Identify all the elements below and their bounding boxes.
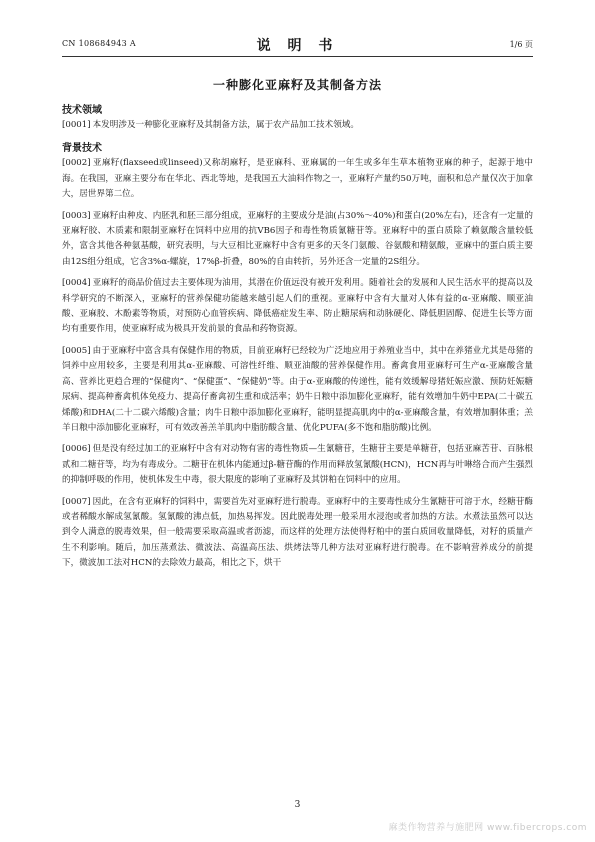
paragraph-number: [0005] (62, 345, 91, 356)
paragraph-text: 亚麻籽由种皮、内胚乳和胚三部分组成，亚麻籽的主要成分是油(占30%～40%)和蛋白(20%左右)，还含有一定量的亚麻籽胶、木质素和限制亚麻籽在饲料中应用的抗VB6因子和毒性物质氰糖苷等。亚麻籽中的蛋白质除了赖氨酸含量较低外，富含其他各种氨基酸，研究表明，与大豆相比亚麻籽中含有更多的天冬门氨酸、谷氨酸和精氨酸，亚麻中的蛋白质主要由12S组分组成，它含3%α-螺旋，17%β-折叠，80%的自由转折，另外还含一定量的2S组分。 (62, 210, 533, 267)
paragraph-0004 (62, 276, 533, 338)
paragraph-text: 亚麻籽(flaxseed或linseed)又称胡麻籽，是亚麻科、亚麻属的一年生或多年生草本植物亚麻的种子，起源于地中海。在我国，亚麻主要分布在华北、西北等地，是我国五大油料作物之一，亚麻籽产量约50万吨，面积和总产量仅次于加拿大，居世界第二位。 (62, 158, 533, 200)
section-heading-technical-field: 技术领域 (62, 105, 102, 116)
paragraph-0007 (62, 495, 533, 572)
paragraph-0001 (62, 118, 533, 133)
paragraph-text: 由于亚麻籽中富含具有保健作用的物质，目前亚麻籽已经较为广泛地应用于养殖业当中，其中在养猪业尤其是母猪的饲养中应用较多，主要是利用其α-亚麻酸、可溶性纤维、顺亚油酸的营养保健作用。畜禽食用亚麻籽可生产α-亚麻酸含量高、营养比更趋合理的“保健肉”、“保健蛋”、“保健奶”等。由于α-亚麻酸的传递性，能有效缓解母猪妊娠应激、预防妊娠糖尿病、提高种畜禽机体免疫力、提高仔畜禽初生重和成活率；奶牛日粮中添加膨化亚麻籽，能有效增加牛奶中EPA(二十碳五烯酸)和DHA(二十二碳六烯酸)含量；肉牛日粮中添加膨化亚麻籽，能明显提高肌肉中的α-亚麻酸含量，有效增加胴体重；羔羊日粮中添加膨化亚麻籽，可有效改善羔羊肌肉中脂肪酸含量、优化PUFA(多不饱和脂肪酸)比例。 (62, 345, 533, 433)
paragraph-0006 (62, 442, 533, 488)
paragraph-0005 (62, 344, 533, 436)
section-heading-background: 背景技术 (62, 143, 102, 155)
paragraph-number: [0003] (62, 210, 91, 221)
document-type: 说 明 书 (256, 38, 339, 54)
page-of-indicator: 1/6 页 (509, 40, 533, 49)
paragraph-number: [0006] (62, 444, 91, 455)
site-watermark: 麻类作物营养与施肥网 www.fibercrops.com (388, 823, 587, 833)
paragraph-text: 因此，在含有亚麻籽的饲料中，需要首先对亚麻籽进行脱毒。亚麻籽中的主要毒性成分生氰糖苷可溶于水，经糖苷酶或者稀酸水解成氢氰酸。氢氰酸的沸点低，加热易挥发。因此脱毒处理一般采用水浸泡或者加热的方法。水煮法虽然可以达到令人满意的脱毒效果，但一般需要采取高温或者沥滤，而这样的处理方法使得籽粕中的蛋白质回收量降低，对籽的质量产生不利影响。随后，加压蒸煮法、微波法、高温高压法、烘烤法等几种方法对亚麻籽进行脱毒。在不影响营养成分的前提下，微波加工法对HCN的去除效力最高，相比之下，烘干 (62, 496, 533, 569)
page-header (62, 36, 533, 57)
paragraph-0003 (62, 209, 533, 271)
paragraph-number: [0004] (62, 278, 91, 289)
paragraph-text: 本发明涉及一种膨化亚麻籽及其制备方法，属于农产品加工技术领域。 (92, 120, 359, 130)
publication-number: CN 108684943 A (62, 39, 136, 48)
paragraph-0002 (62, 156, 533, 202)
document-body (62, 104, 533, 572)
document-title: 一种膨化亚麻籽及其制备方法 (212, 78, 382, 92)
paragraph-number: [0001] (62, 120, 91, 130)
paragraph-number: [0002] (62, 158, 91, 169)
paragraph-text: 亚麻籽的商品价值过去主要体现为油用，其潜在价值远没有被开发利用。随着社会的发展和人民生活水平的提高以及科学研究的不断深入，亚麻籽的营养保健功能越来越引起人们的重视。亚麻籽中含有大量对人体有益的α-亚麻酸、顺亚油酸、亚麻胶、木酚素等物质，对预防心血管疾病、降低癌症发生率、防止糖尿病和动脉硬化、降低胆固醇、促进生长等方面均有重要作用，使亚麻籽成为极具开发前景的食品和药物资源。 (62, 278, 533, 335)
page-number: 3 (294, 800, 301, 810)
paragraph-text: 但是没有经过加工的亚麻籽中含有对动物有害的毒性物质—生氰糖苷，生糖苷主要是单糖苷，包括亚麻苦苷、百脉根贰和二糖苷等，均为有毒成分。二糖苷在机体内能通过β-糖苷酶的作用而释放氢氰酸(HCN)，HCN再与叶啉络合而产生强烈的抑制呼吸的作用，使机体发生中毒，很大限度的影响了亚麻籽及其饼粕在饲料中的应用。 (62, 444, 533, 486)
paragraph-number: [0007] (62, 496, 91, 507)
